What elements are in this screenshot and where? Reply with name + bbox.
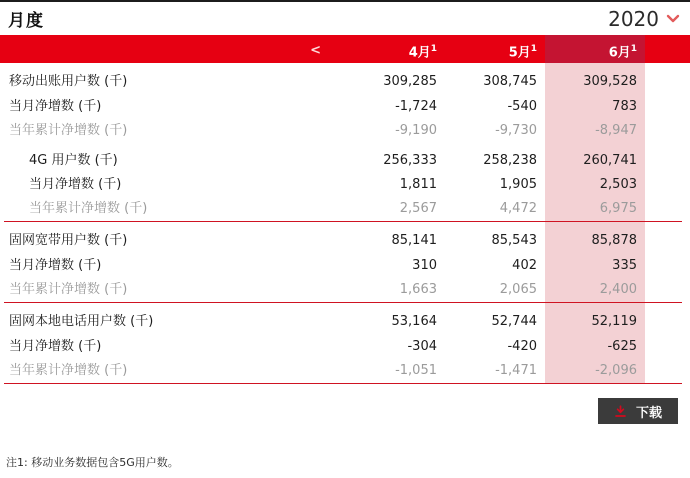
cell-value: 260,741 xyxy=(545,143,645,173)
column-header-april: 4月$^1$ xyxy=(408,44,437,61)
cell-value: -540 xyxy=(507,99,537,114)
cell-value: 2,065 xyxy=(499,282,537,297)
row-gutter xyxy=(645,222,690,254)
row-gutter xyxy=(645,63,690,95)
row-gutter xyxy=(645,359,690,383)
chevron-down-icon xyxy=(666,14,680,23)
cell-value: -1,724 xyxy=(395,99,437,114)
table-row xyxy=(0,335,690,359)
table-header-row xyxy=(0,35,690,63)
table-body xyxy=(0,63,690,384)
download-icon xyxy=(614,405,627,418)
row-label: 当年累计净增数 (千) xyxy=(9,123,128,138)
row-label: 固网宽带用户数 (千) xyxy=(9,233,128,248)
row-label: 当月净增数 (千) xyxy=(9,258,102,273)
row-gutter xyxy=(645,335,690,359)
row-label: 当年累计净增数 (千) xyxy=(9,282,128,297)
cell-value: -9,190 xyxy=(395,123,437,138)
row-gutter xyxy=(645,173,690,197)
table-row xyxy=(0,95,690,119)
row-label: 移动出账用户数 (千) xyxy=(9,74,128,89)
row-gutter xyxy=(645,143,690,173)
download-row xyxy=(0,384,690,424)
cell-value: 1,905 xyxy=(499,177,537,192)
row-gutter xyxy=(645,119,690,143)
cell-value: 4,472 xyxy=(499,201,537,216)
cell-value: 309,528 xyxy=(545,63,645,95)
cell-value: 258,238 xyxy=(483,153,537,168)
cell-value: -1,051 xyxy=(395,363,437,378)
table-row xyxy=(0,278,690,302)
topbar xyxy=(0,2,690,35)
table-row xyxy=(0,303,690,335)
cell-value: 310 xyxy=(412,258,437,273)
column-header-may: 5月$^1$ xyxy=(508,44,537,61)
cell-value: -8,947 xyxy=(545,119,645,143)
cell-value: 2,503 xyxy=(545,173,645,197)
cell-value: 2,567 xyxy=(399,201,437,216)
cell-value: 52,119 xyxy=(545,303,645,335)
row-label: 当年累计净增数 (千) xyxy=(29,201,148,216)
cell-value: 308,745 xyxy=(483,74,537,89)
cell-value: -9,730 xyxy=(495,123,537,138)
table-row xyxy=(0,254,690,278)
row-label: 当月净增数 (千) xyxy=(9,99,102,114)
row-gutter xyxy=(645,95,690,119)
cell-value: -625 xyxy=(545,335,645,359)
table-row xyxy=(0,222,690,254)
table-row xyxy=(0,143,690,173)
cell-value: 52,744 xyxy=(491,314,537,329)
footnote: 注1: 移动业务数据包含5G用户数。 xyxy=(6,456,179,469)
download-button[interactable] xyxy=(598,398,678,424)
cell-value: 309,285 xyxy=(383,74,437,89)
cell-value: 335 xyxy=(545,254,645,278)
table-row xyxy=(0,63,690,95)
table-row xyxy=(0,359,690,383)
row-gutter xyxy=(645,303,690,335)
table-row xyxy=(0,173,690,197)
row-label: 当月净增数 (千) xyxy=(29,177,122,192)
column-header-june: 6月$^1$ xyxy=(545,35,645,67)
cell-value: 6,975 xyxy=(545,197,645,221)
download-button-label: 下载 xyxy=(635,404,662,420)
cell-value: -420 xyxy=(507,339,537,354)
row-gutter xyxy=(645,278,690,302)
page-title: 月度 xyxy=(8,11,44,31)
cell-value: 85,141 xyxy=(391,233,437,248)
row-label: 固网本地电话用户数 (千) xyxy=(9,314,154,329)
prev-month-button[interactable]: < xyxy=(310,43,321,58)
table-row xyxy=(0,119,690,143)
cell-value: 1,811 xyxy=(399,177,437,192)
row-label: 4G 用户数 (千) xyxy=(29,153,118,168)
table-row xyxy=(0,197,690,221)
monthly-table xyxy=(0,35,690,384)
year-value: 2020 xyxy=(608,6,659,31)
cell-value: 256,333 xyxy=(383,153,437,168)
cell-value: 2,400 xyxy=(545,278,645,302)
cell-value: 783 xyxy=(545,95,645,119)
cell-value: 85,543 xyxy=(491,233,537,248)
cell-value: 85,878 xyxy=(545,222,645,254)
row-label: 当年累计净增数 (千) xyxy=(9,363,128,378)
cell-value: -1,471 xyxy=(495,363,537,378)
row-label: 当月净增数 (千) xyxy=(9,339,102,354)
cell-value: -304 xyxy=(407,339,437,354)
cell-value: 402 xyxy=(512,258,537,273)
cell-value: -2,096 xyxy=(545,359,645,383)
row-gutter xyxy=(645,197,690,221)
year-dropdown[interactable] xyxy=(608,7,680,31)
row-gutter xyxy=(645,254,690,278)
cell-value: 1,663 xyxy=(399,282,437,297)
cell-value: 53,164 xyxy=(391,314,437,329)
